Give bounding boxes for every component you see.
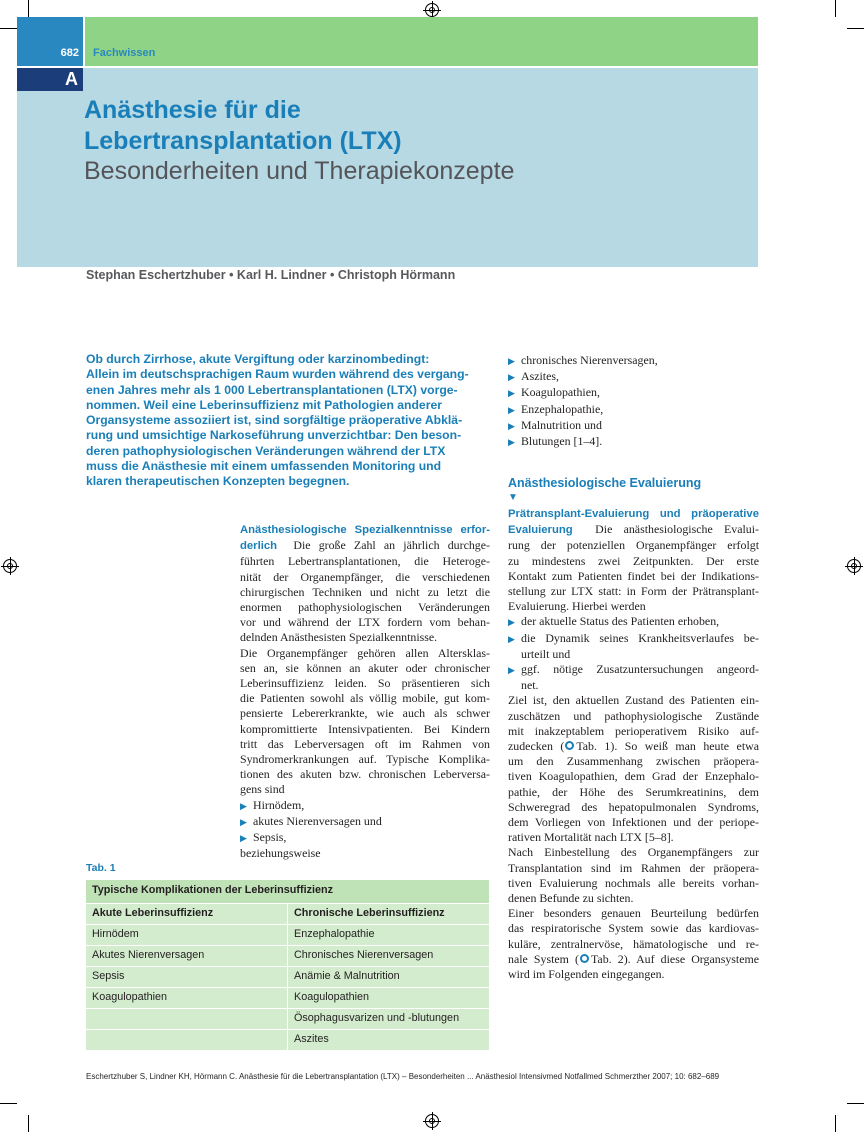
body-line: Leberinsuffizienz leiden. So präsentieren sich [240, 676, 490, 691]
body-line: tiven Koagulopathien, dem Grad der Enzephalo- [508, 769, 759, 784]
body-line: zu mindestens zwei Zeitpunkten. Der erste [508, 553, 759, 568]
body-line: Die Organempfänger gehören allen Altersklas- [240, 645, 490, 660]
list-item: Enzephalopathie, [521, 401, 604, 416]
list-item-continued: urteilt und [521, 646, 571, 661]
table-cell: Koagulopathien [288, 988, 489, 1008]
table-row [86, 988, 489, 1008]
registration-mark-icon [3, 559, 17, 573]
subtitle: Besonderheiten und Therapiekonzepte [84, 157, 515, 185]
section-label: Fachwissen [93, 47, 156, 59]
abstract-line: rung und umsichtige Narkoseführung unverzichtbar: Den beson- [86, 428, 462, 443]
bullet-triangle-icon: ▶ [508, 388, 515, 399]
table-row [86, 925, 489, 945]
abstract [86, 352, 488, 490]
body-text: zudecken ( [508, 739, 565, 754]
crop-mark [847, 28, 864, 29]
body-line: delnden Anästhesisten Spezialkenntnisse. [240, 630, 438, 645]
table-row [86, 1009, 489, 1029]
table-header-cell: Chronische Leberinsuffizienz [288, 904, 489, 924]
body-text: ). So weiß man heute etwa [610, 739, 759, 754]
body-line: die Patienten sowohl als völlig mobile, gut kom- [240, 691, 490, 706]
body-line: Syndromerkrankungen auf. Typische Komplika- [240, 752, 490, 767]
bullet-triangle-icon: ▶ [508, 356, 515, 366]
abstract-line: nommen. Weil eine Leberinsuffizienz mit Pathologien anderer [86, 397, 442, 412]
section-letter: A [17, 68, 83, 91]
body-line: Ziel ist, den aktuellen Zustand des Patienten ein- [508, 693, 759, 708]
list-item: Koagulopathien, [521, 385, 600, 400]
abstract-line: Organsysteme assoziiert ist, sind sorgfältige präoperative Abklä- [86, 413, 463, 428]
heading-arrow-icon: ▼ [508, 492, 518, 503]
body-line: gens sind [240, 782, 285, 797]
table-cell: Chronisches Nierenversagen [288, 946, 489, 966]
abstract-line: muss die Anästhesie mit einem umfassenden Monitoring und [86, 459, 442, 474]
crop-mark [28, 1115, 29, 1132]
body-line: Kontakt zum Patienten findet bei der Indikations- [508, 568, 759, 583]
title-line-1: Anästhesie für die [84, 96, 301, 124]
body-line: zuschätzen und pathophysiologische Zustände [508, 708, 759, 723]
cross-reference-icon [565, 741, 574, 750]
list-item-continued: net. [521, 678, 539, 693]
table-cell: Hirnödem [86, 925, 287, 945]
table-row [86, 1030, 489, 1050]
table-reference-link[interactable]: Tab. 1 [576, 739, 611, 754]
table-cell: Akutes Nierenversagen [86, 946, 287, 966]
body-line: kompromittierte Intensivpatienten. Bei Kindern [240, 721, 490, 736]
list-item: chronisches Nierenversagen, [521, 353, 658, 367]
body-line: beziehungsweise [240, 846, 321, 861]
bullet-triangle-icon: ▶ [508, 633, 515, 644]
table-header-row [86, 904, 489, 924]
body-column-right-top [508, 353, 759, 450]
section-heading: Anästhesiologische Evaluierung [508, 476, 702, 490]
complications-table [86, 880, 489, 1050]
crop-mark [0, 28, 17, 29]
body-line: tionen des akuten bzw. chronischen Leberversa- [240, 767, 490, 782]
crop-mark [835, 0, 836, 17]
abstract-line: Allein im deutschsprachigen Raum wurden während des vergang- [86, 367, 469, 382]
table-row [86, 967, 489, 987]
list-item: ggf. nötige Zusatzuntersuchungen angeord- [521, 662, 759, 677]
body-line: um den Zusammenhang zwischen präopera- [508, 754, 759, 769]
authors: Stephan Eschertzhuber • Karl H. Lindner • Christoph Hörmann [86, 268, 456, 282]
list-item: Malnutrition und [521, 417, 602, 432]
table-cell: Aszites [288, 1030, 489, 1050]
list-item: Sepsis, [253, 830, 287, 845]
body-line: Evaluierung. Hierbei werden [508, 599, 646, 614]
citation-footer: Eschertzhuber S, Lindner KH, Hörmann C. Anästhesie für die Lebertransplantation (LTX) – Besonderheiten ... Anästhesiol Intensivmed Notfallmed Schmerzther 2007; 10: 682–689 [86, 1072, 720, 1081]
body-line: das respiratorische System sowie das kardiovas- [508, 921, 759, 936]
body-line: führten Lebertransplantationen, die Heteroge- [240, 554, 490, 569]
bullet-triangle-icon: ▶ [240, 816, 247, 827]
body-line: Schweregrad des hepatopulmonalen Syndroms, [508, 799, 759, 814]
registration-mark-icon [425, 3, 439, 17]
list-item: der aktuelle Status des Patienten erhoben, [521, 614, 720, 629]
body-column-middle [240, 522, 490, 861]
bullet-triangle-icon: ▶ [508, 617, 515, 628]
body-line: chirurgischen Techniken und nicht zu letzt die [240, 584, 490, 599]
paragraph-heading: derlich [240, 540, 278, 553]
body-line: kuläre, zentralnervöse, hämatologische und re- [508, 936, 759, 951]
bullet-triangle-icon: ▶ [508, 404, 515, 415]
registration-mark-icon [847, 559, 861, 573]
body-text: ). Auf diese Organsysteme [623, 951, 760, 966]
table-cell: Sepsis [86, 967, 287, 987]
table-caption: Typische Komplikationen der Leberinsuffizienz [86, 880, 489, 903]
body-line: mit inakzeptablem perioperativem Risiko auf- [508, 723, 759, 738]
crop-mark [835, 1115, 836, 1132]
list-item: Hirnödem, [253, 797, 305, 812]
table-cell [86, 1030, 287, 1050]
list-item: Aszites, [521, 369, 559, 384]
table-cell: Koagulopathien [86, 988, 287, 1008]
body-line: Nach Einbestellung des Organempfängers zur [508, 845, 759, 860]
paragraph-heading: Prätransplant-Evaluierung und präoperative [508, 508, 759, 520]
table-cell [86, 1009, 287, 1029]
body-column-right [508, 506, 759, 982]
body-line: rativen Mortalität nach LTX [5–8]. [508, 830, 674, 845]
body-line: wird im Folgenden eingegangen. [508, 967, 665, 982]
body-line: tiven Evaluierung nochmals alle bereits vorhan- [508, 875, 759, 890]
bullet-triangle-icon: ▶ [240, 833, 247, 844]
body-line: sen an, sie können an akuter oder chronischer [240, 660, 490, 675]
body-text: nale System ( [508, 951, 579, 966]
body-line: rung der potenziellen Organempfänger erfolgt [508, 538, 759, 553]
body-line: stellung zur LTX statt: in Form der Prätransplant- [508, 584, 759, 599]
table-reference-link[interactable]: Tab. 2 [591, 951, 624, 966]
section-bar [85, 17, 758, 66]
table-cell: Anämie & Malnutrition [288, 967, 489, 987]
bullet-triangle-icon: ▶ [240, 800, 247, 811]
list-item: die Dynamik seines Krankheitsverlaufes be- [521, 630, 759, 645]
list-item: Blutungen [1–4]. [521, 434, 603, 449]
crop-mark [28, 0, 29, 17]
title-line-2: Lebertransplantation (LTX) [84, 127, 402, 155]
body-line: pensierte Lebererkrankte, wie auch als schwer [240, 706, 490, 721]
abstract-line: deren pathophysiologischen Veränderungen während der LTX [86, 443, 446, 458]
body-line: denen Befunde zu sichten. [508, 891, 634, 906]
bullet-triangle-icon: ▶ [508, 372, 515, 383]
cross-reference-icon [580, 954, 589, 963]
body-line: nität der Organempfänger, die verschiedenen [240, 569, 490, 584]
page-number: 682 [17, 17, 83, 66]
paragraph-heading: Evaluierung [508, 524, 573, 537]
body-text: Die große Zahl an jährlich durchge- [293, 538, 490, 553]
table-header-cell: Akute Leberinsuffizienz [86, 904, 287, 924]
body-line: enormen pathophysiologischen Veränderungen [240, 600, 490, 615]
body-line: Einer besonders genauen Beurteilung bedürfen [508, 906, 759, 921]
table-cell: Ösophagusvarizen und -blutungen [288, 1009, 489, 1029]
body-line: tritt das Leberversagen oft im Rahmen von [240, 736, 490, 751]
crop-mark [0, 1103, 17, 1104]
bullet-triangle-icon: ▶ [508, 437, 515, 448]
body-text: Die anästhesiologische Evalui- [595, 522, 759, 537]
registration-mark-icon [425, 1114, 439, 1128]
body-line: Transplantation sind im Rahmen der präopera- [508, 860, 759, 875]
body-line: pathie, der Höhe des Serumkreatinins, dem [508, 784, 759, 799]
bullet-triangle-icon: ▶ [508, 420, 515, 431]
body-line: dem Vorliegen von Infektionen und der periope- [508, 815, 759, 830]
paragraph-heading: Anästhesiologische Spezialkenntnisse erfor- [240, 524, 490, 536]
abstract-line: klaren therapeutischen Konzepten begegnen. [86, 474, 350, 489]
bullet-triangle-icon: ▶ [508, 665, 515, 676]
table-label: Tab. 1 [86, 862, 116, 874]
body-line: vor und während der LTX fordern vom behan- [240, 615, 490, 630]
abstract-line: Ob durch Zirrhose, akute Vergiftung oder karzinombedingt: [86, 352, 430, 366]
list-item: akutes Nierenversagen und [253, 813, 382, 828]
abstract-line: enen Jahres mehr als 1 000 Lebertransplantationen (LTX) vorge- [86, 382, 458, 397]
table-cell: Enzephalopathie [288, 925, 489, 945]
table-row [86, 946, 489, 966]
crop-mark [847, 1103, 864, 1104]
